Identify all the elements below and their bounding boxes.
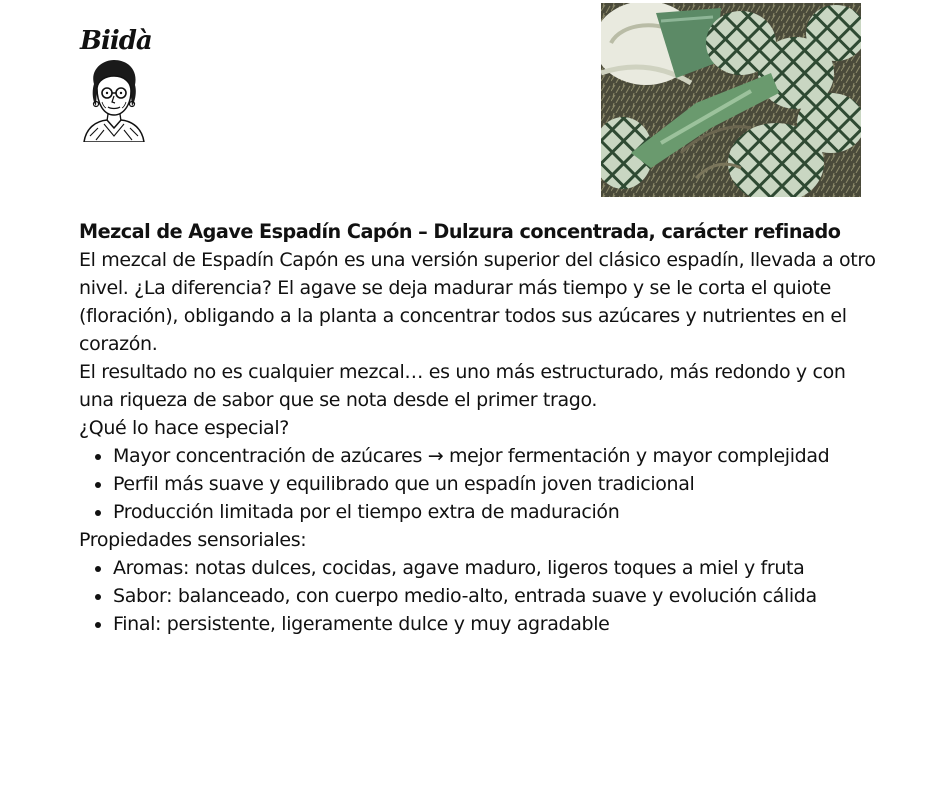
intro-paragraph: El mezcal de Espadín Capón es una versión superior del clásico espadín, llevada a otro nivel. ¿La diferencia? El agave se deja madurar más tiempo y se le corta el quiote (floración), obligando a la planta a concentrar todos sus azúcares y nutrientes en el corazón. — [79, 249, 876, 355]
article-content — [79, 218, 879, 638]
list-item: • Mayor concentración de azúcares → mejor fermentación y mayor complejidad — [113, 442, 879, 470]
list-item: • Aromas: notas dulces, cocidas, agave maduro, ligeros toques a miel y fruta — [113, 554, 879, 582]
sensory-heading: Propiedades sensoriales: — [79, 529, 307, 551]
sensory-list — [79, 554, 879, 638]
list-item: • Producción limitada por el tiempo extra de maduración — [113, 498, 879, 526]
special-heading: ¿Qué lo hace especial? — [79, 417, 289, 439]
list-item: • Sabor: balanceado, con cuerpo medio-alto, entrada suave y evolución cálida — [113, 582, 879, 610]
article-title: Mezcal de Agave Espadín Capón – Dulzura concentrada, carácter refinado — [79, 220, 841, 243]
list-item: • Perfil más suave y equilibrado que un espadín joven tradicional — [113, 470, 879, 498]
brand-logo — [80, 26, 150, 142]
special-list — [79, 442, 879, 526]
agave-pinas-photo — [601, 3, 861, 197]
brand-wordmark: Biidà — [80, 26, 152, 56]
list-item: • Final: persistente, ligeramente dulce y muy agradable — [113, 610, 879, 638]
woman-portrait-icon — [80, 58, 148, 142]
result-paragraph: El resultado no es cualquier mezcal… es uno más estructurado, más redondo y con una riqueza de sabor que se nota desde el primer trago. — [79, 361, 846, 411]
agave-photo-illustration — [601, 3, 861, 197]
